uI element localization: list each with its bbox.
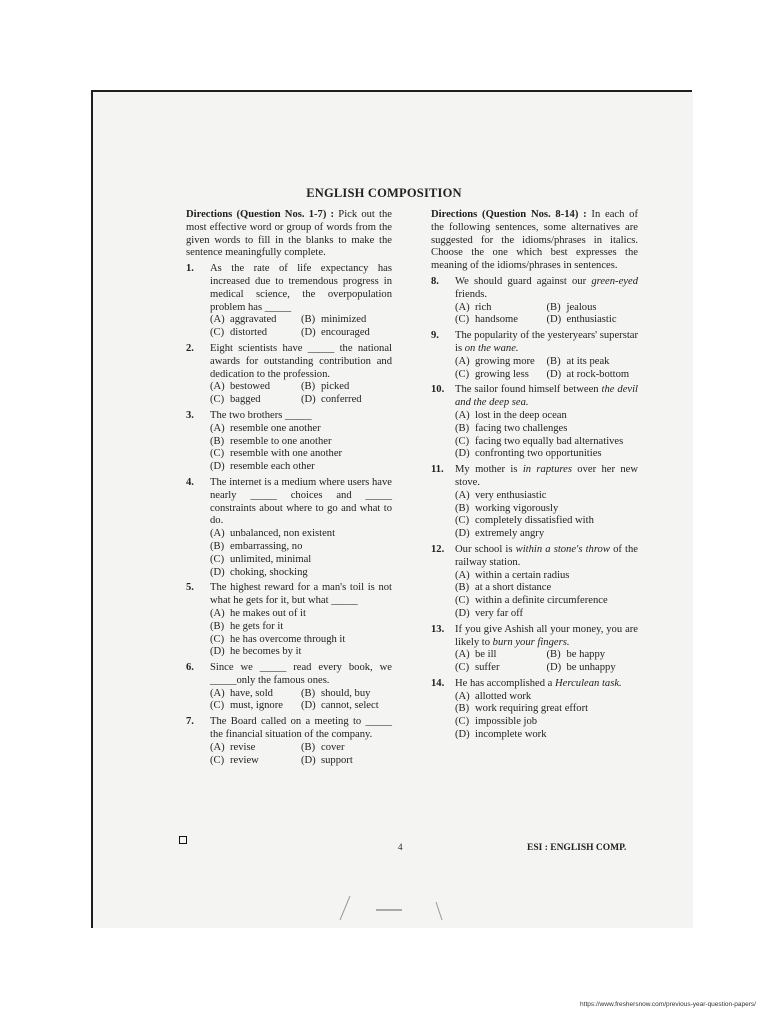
directions-right bbox=[431, 209, 638, 273]
option-b: (B) minimized bbox=[301, 314, 367, 326]
option-a: (A) growing more bbox=[455, 355, 535, 367]
directions-heading: Directions (Question Nos. 8-14) : bbox=[431, 209, 587, 220]
option-c: (C) growing less bbox=[455, 368, 529, 380]
question-number: 11. bbox=[431, 464, 444, 476]
directions-heading: Directions (Question Nos. 1-7) : bbox=[186, 209, 335, 220]
binding-mark-icon bbox=[326, 892, 456, 922]
option-c: (C) facing two equally bad alternatives bbox=[455, 435, 624, 447]
option-c: (C) within a definite circumference bbox=[455, 595, 608, 607]
option-c: (C) resemble with one another bbox=[210, 448, 343, 460]
question-2 bbox=[186, 343, 392, 407]
question-4 bbox=[186, 477, 392, 579]
option-c: (C) completely dissatisfied with bbox=[455, 515, 594, 527]
square-marker-icon bbox=[179, 836, 187, 844]
idiom-italic: within a stone's throw bbox=[515, 543, 610, 555]
question-stem: As the rate of life expectancy has increased due to tremendous progress in medical science, the overpopulation problem has _____ bbox=[210, 263, 392, 313]
option-a: (A) rich bbox=[455, 301, 492, 313]
paper-code: ESI : ENGLISH COMP. bbox=[527, 843, 627, 853]
scan-edge-top bbox=[92, 90, 692, 92]
question-stem: The internet is a medium where users have nearly _____ choices and _____ constraints about where to go and what to do. bbox=[210, 476, 392, 527]
question-number: 4. bbox=[186, 476, 194, 488]
option-d: (D) extremely angry bbox=[455, 528, 545, 540]
option-d: (D) cannot, select bbox=[301, 700, 379, 712]
option-d: (D) be unhappy bbox=[546, 662, 616, 674]
question-number: 7. bbox=[186, 716, 194, 728]
option-c: (C) handsome bbox=[455, 314, 518, 326]
option-a: (A) have, sold bbox=[210, 687, 273, 699]
question-stem: The Board called on a meeting to _____ the financial situation of the company. bbox=[210, 716, 392, 741]
option-d: (D) encouraged bbox=[301, 327, 370, 339]
question-11 bbox=[431, 464, 638, 541]
option-a: (A) he makes out of it bbox=[210, 607, 306, 619]
question-stem: The sailor found himself between the devil and the deep sea. bbox=[455, 384, 638, 409]
question-stem: We should guard against our green-eyed friends. bbox=[455, 275, 638, 300]
option-b: (B) at a short distance bbox=[455, 582, 552, 594]
question-number: 5. bbox=[186, 582, 194, 594]
question-stem: He has accomplished a Herculean task. bbox=[455, 677, 622, 689]
scan-edge-left bbox=[91, 90, 93, 928]
option-a: (A) unbalanced, non existent bbox=[210, 528, 336, 540]
option-b: (B) jealous bbox=[546, 301, 597, 313]
idiom-italic: Herculean task. bbox=[555, 677, 622, 689]
directions-text: Pick out the most effective word or group of words from the given words to fill in the blanks to make the sentence meaningfully complete. bbox=[186, 209, 392, 259]
question-stem: Our school is within a stone's throw of the railway station. bbox=[455, 543, 638, 568]
option-c: (C) unlimited, minimal bbox=[210, 553, 312, 565]
option-c: (C) suffer bbox=[455, 662, 500, 674]
question-stem: Eight scientists have _____ the national awards for outstanding contribution and dedication to the profession. bbox=[210, 342, 392, 380]
option-a: (A) be ill bbox=[455, 649, 497, 661]
question-stem: The highest reward for a man's toil is not what he gets for it, but what _____ bbox=[210, 582, 392, 607]
question-stem: The popularity of the yesteryears' superstar is on the wane. bbox=[455, 330, 638, 354]
option-c: (C) must, ignore bbox=[210, 700, 283, 712]
question-number: 13. bbox=[431, 623, 445, 635]
idiom-italic: in raptures bbox=[522, 464, 572, 476]
option-d: (D) choking, shocking bbox=[210, 566, 308, 578]
question-stem: My mother is in raptures over her new stove. bbox=[455, 464, 638, 488]
option-d: (D) incomplete work bbox=[455, 729, 547, 741]
option-b: (B) at its peak bbox=[546, 355, 610, 367]
question-number: 12. bbox=[431, 543, 445, 555]
option-b: (B) working vigorously bbox=[455, 502, 559, 514]
option-d: (D) conferred bbox=[301, 394, 362, 406]
option-b: (B) cover bbox=[301, 741, 345, 753]
option-b: (B) resemble to one another bbox=[210, 435, 332, 447]
option-b: (B) be happy bbox=[546, 649, 606, 661]
question-number: 3. bbox=[186, 409, 194, 421]
question-12 bbox=[431, 544, 638, 621]
option-b: (B) picked bbox=[301, 381, 350, 393]
option-a: (A) resemble one another bbox=[210, 422, 321, 434]
question-number: 10. bbox=[431, 384, 445, 396]
option-d: (D) resemble each other bbox=[210, 461, 315, 473]
page-title: ENGLISH COMPOSITION bbox=[306, 186, 462, 200]
option-d: (D) very far off bbox=[455, 607, 524, 619]
option-d: (D) support bbox=[301, 754, 353, 766]
option-a: (A) revise bbox=[210, 741, 256, 753]
right-column bbox=[431, 209, 638, 742]
option-c: (C) impossible job bbox=[455, 716, 538, 728]
idiom-italic: green-eyed bbox=[591, 275, 638, 287]
question-number: 14. bbox=[431, 677, 445, 689]
option-a: (A) lost in the deep ocean bbox=[455, 409, 567, 421]
question-5 bbox=[186, 582, 392, 659]
option-a: (A) very enthusiastic bbox=[455, 489, 547, 501]
page-number: 4 bbox=[398, 842, 403, 852]
question-number: 8. bbox=[431, 275, 439, 287]
question-number: 2. bbox=[186, 342, 194, 354]
option-d: (D) he becomes by it bbox=[210, 646, 302, 658]
option-c: (C) review bbox=[210, 754, 259, 766]
directions-left bbox=[186, 209, 392, 260]
question-8 bbox=[431, 276, 638, 327]
option-b: (B) work requiring great effort bbox=[455, 703, 589, 715]
left-column bbox=[186, 209, 392, 767]
question-stem: Since we _____ read every book, we _____only the famous ones. bbox=[210, 662, 392, 686]
option-b: (B) facing two challenges bbox=[455, 422, 568, 434]
question-number: 9. bbox=[431, 330, 439, 342]
question-3 bbox=[186, 410, 392, 474]
option-b: (B) he gets for it bbox=[210, 620, 284, 632]
question-13 bbox=[431, 624, 638, 675]
source-url[interactable]: https://www.freshersnow.com/previous-year-question-papers/ bbox=[580, 1001, 756, 1008]
option-a: (A) aggravated bbox=[210, 314, 277, 326]
question-stem: If you give Ashish all your money, you are likely to burn your fingers. bbox=[455, 623, 638, 648]
option-b: (B) should, buy bbox=[301, 687, 371, 699]
option-a: (A) bestowed bbox=[210, 381, 271, 393]
option-d: (D) confronting two opportunities bbox=[455, 448, 602, 460]
question-10 bbox=[431, 384, 638, 461]
option-c: (C) bagged bbox=[210, 394, 261, 406]
option-c: (C) he has overcome through it bbox=[210, 633, 346, 645]
option-a: (A) allotted work bbox=[455, 690, 532, 702]
option-d: (D) enthusiastic bbox=[546, 314, 617, 326]
option-d: (D) at rock-bottom bbox=[546, 368, 630, 380]
question-number: 6. bbox=[186, 662, 194, 674]
option-a: (A) within a certain radius bbox=[455, 569, 570, 581]
question-7 bbox=[186, 716, 392, 767]
question-1 bbox=[186, 263, 392, 340]
idiom-italic: burn your fingers. bbox=[492, 636, 570, 648]
question-number: 1. bbox=[186, 263, 194, 275]
option-b: (B) embarrassing, no bbox=[210, 540, 303, 552]
question-9 bbox=[431, 330, 638, 381]
question-stem: The two brothers _____ bbox=[210, 409, 312, 421]
option-c: (C) distorted bbox=[210, 327, 268, 339]
idiom-italic: on the wane. bbox=[464, 342, 519, 354]
directions-text: In each of the following sentences, some alternatives are suggested for the idioms/phrases in italics. Choose the one which best expresses the meaning of the idioms/phrases in sentences. bbox=[431, 209, 638, 272]
question-14 bbox=[431, 678, 638, 742]
question-6 bbox=[186, 662, 392, 713]
idiom-italic: the devil and the deep sea. bbox=[455, 384, 638, 409]
